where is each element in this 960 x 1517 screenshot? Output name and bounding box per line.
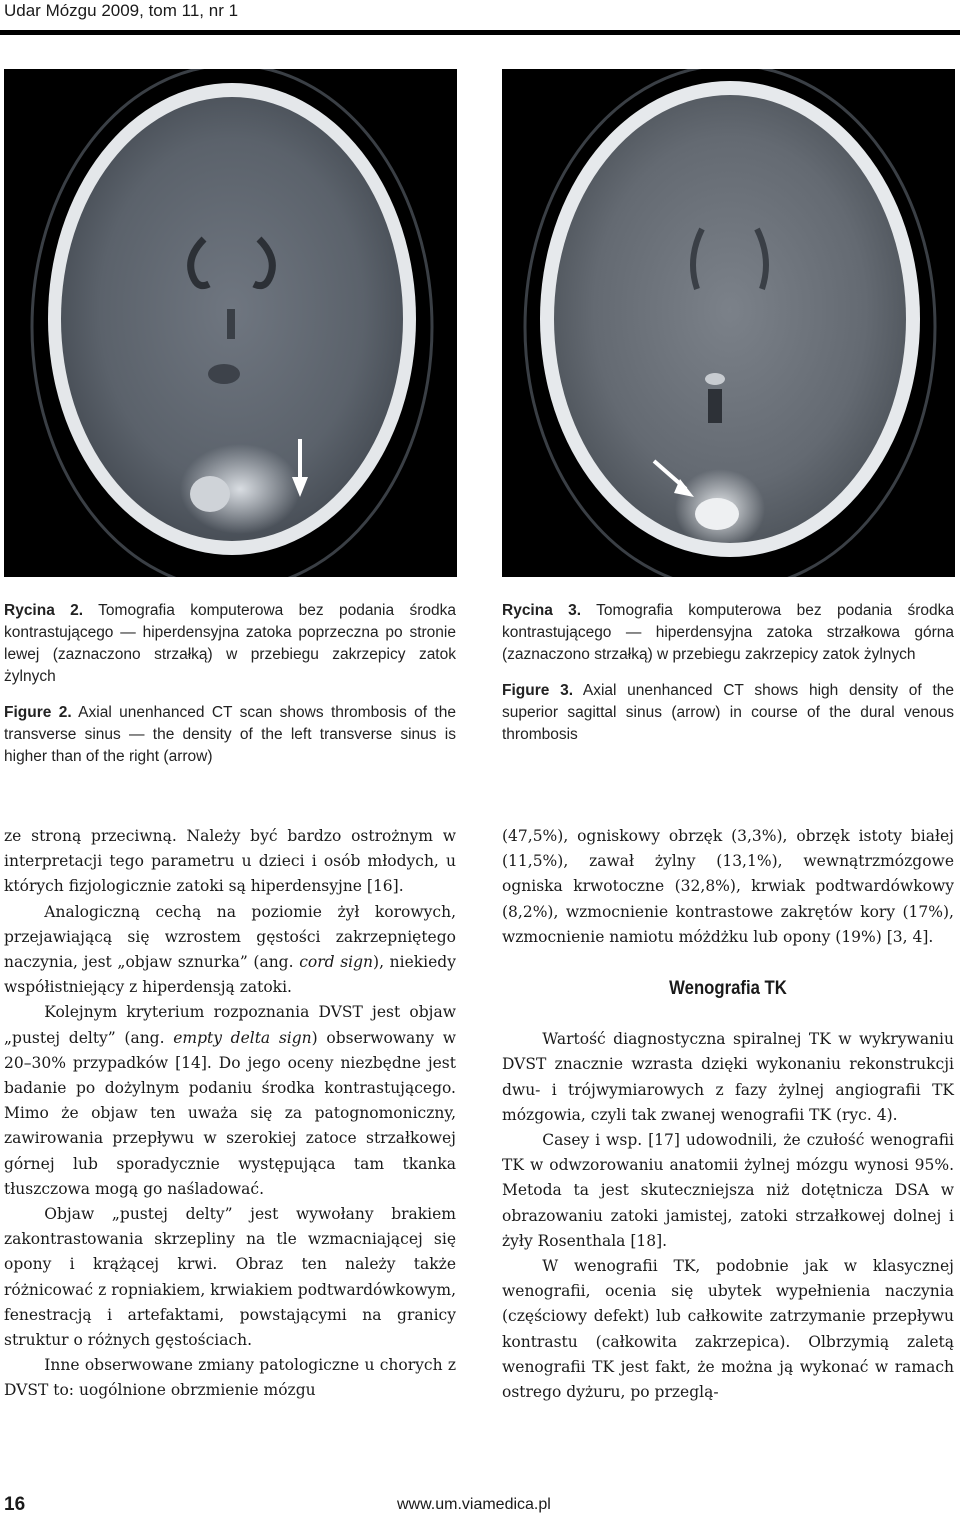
- term: empty delta sign: [173, 1028, 312, 1047]
- caption-label: Rycina 2.: [4, 602, 84, 619]
- term: cord sign: [299, 953, 374, 972]
- paragraph: Inne obserwowane zmiany patologiczne u chorych z DVST to: uogólnione obrzmienie mózgu: [4, 1356, 456, 1400]
- text-run: Kolejnym kryterium rozpoznania DVST jest objaw „pustej delty” (ang.: [4, 1003, 456, 1047]
- paragraph: (47,5%), ogniskowy obrzęk (3,3%), obrzęk istoty białej (11,5%), zawał żylny (13,1%), wewnątrzmózgowe ogniska krwotoczne (32,8%), krwiak podtwardówkowy (8,2%), wzmocnienie kontrastowe zakrętów kory (17%), wzmocnienie namiotu móżdżku lub opony (19%) [3, 4].: [502, 827, 954, 946]
- paragraph: Wartość diagnostyczna spiralnej TK w wykrywaniu DVST znacznie wzrasta dzięki wykonaniu rekonstrukcji dwu- i trójwymiarowych z fazy żylnej angiografii TK mózgowia, czyli tak zwanej wenografii TK (ryc. 4).: [502, 1030, 954, 1124]
- caption-label: Rycina 3.: [502, 602, 582, 619]
- paragraph: Casey i wsp. [17] udowodnili, że czułość wenografii TK w odwzorowaniu anatomii żylnej mózgu wynosi 95%. Metoda ta jest skuteczniejsza niż dotętnicza DSA w obrazowaniu zatoki jamistej, zatoki strzałkowej dolnej i żyły Rosenthala [18].: [502, 1131, 954, 1250]
- paragraph: [4, 900, 456, 1001]
- paragraph: ze stroną przeciwną. Należy być bardzo ostrożnym w interpretacji tego parametru u dzieci i osób młodych, u których fizjologicznie zatoki są hiperdensyjne [16].: [4, 827, 456, 896]
- caption-text: Axial unenhanced CT shows high density of the superior sagittal sinus (arrow) in course of the dural venous thrombosis: [502, 682, 954, 743]
- ct-scan-image: [502, 69, 955, 577]
- header-rule: [0, 30, 960, 35]
- figure-2-caption: [4, 600, 456, 782]
- text-run: ), niekiedy współistniejący z hiperdensją zatoki.: [4, 953, 456, 997]
- body-column-right: [502, 824, 954, 1405]
- caption-polish: [502, 600, 954, 666]
- caption-label: Figure 2.: [4, 704, 72, 721]
- ct-scan-image: [4, 69, 457, 577]
- caption-text: Tomografia komputerowa bez podania środka kontrastującego — hiperdensyjna zatoka strzałkowa górna (zaznaczono strzałką) w przebiegu zakrzepicy zatok żylnych: [502, 602, 954, 663]
- text-run: ) obserwowany w 20–30% przypadków [14]. Do jego oceny niezbędne jest badanie po dożylnym podaniu środka kontrastującego. Mimo że objaw ten uważa się za patognomoniczny, zawirowania przepływu w szerokiej zatoce strzałkowej górnej lub sporadycznie występująca tam tkanka tłuszczowa mogą go naśladować.: [4, 1028, 456, 1198]
- caption-polish: [4, 600, 456, 688]
- text-run: Analogiczną cechą na poziomie żył korowych, przejawiającą się wzrostem gęstości zakrzepniętego naczynia, jest „objaw sznurka” (ang.: [4, 902, 456, 972]
- paragraph: Objaw „pustej delty” jest wywołany brakiem zakontrastowania skrzepliny na tle wzmacniającej się opony i krążącej krwi. Obraz ten należy także różnicować z ropniakiem, krwiakiem podtwardówkowym, fenestracją i artefaktami, powstającymi na granicy struktur o różnych gęstościach.: [4, 1205, 456, 1350]
- caption-label: Figure 3.: [502, 682, 574, 699]
- footer-url: www.um.viamedica.pl: [397, 1496, 551, 1513]
- caption-text: Axial unenhanced CT scan shows thrombosis of the transverse sinus — the density of the left transverse sinus is higher than of the right (arrow): [4, 704, 456, 765]
- caption-english: [502, 680, 954, 746]
- figure-2-ct-image: [4, 69, 457, 577]
- figure-3-caption: [502, 600, 954, 760]
- section-heading: Wenografia TK: [669, 978, 787, 1000]
- body-column-left: [4, 824, 456, 1404]
- page-number: 16: [4, 1494, 26, 1515]
- caption-english: [4, 702, 456, 768]
- figure-3-ct-image: [502, 69, 955, 577]
- journal-header: Udar Mózgu 2009, tom 11, nr 1: [4, 1, 239, 20]
- paragraph: W wenografii TK, podobnie jak w klasycznej wenografii, ocenia się ubytek wypełnienia naczynia (częściowy defekt) lub całkowite zatrzymanie przepływu kontrastu (całkowita zakrzepica). Olbrzymią zaletą wenografii TK jest fakt, że można ją wykonać w ramach ostrego dyżuru, po przeglą-: [502, 1257, 954, 1402]
- paragraph: [4, 1000, 456, 1202]
- caption-text: Tomografia komputerowa bez podania środka kontrastującego — hiperdensyjna zatoka poprzeczna po stronie lewej (zaznaczono strzałką) w przebiegu zakrzepicy zatok żylnych: [4, 602, 456, 685]
